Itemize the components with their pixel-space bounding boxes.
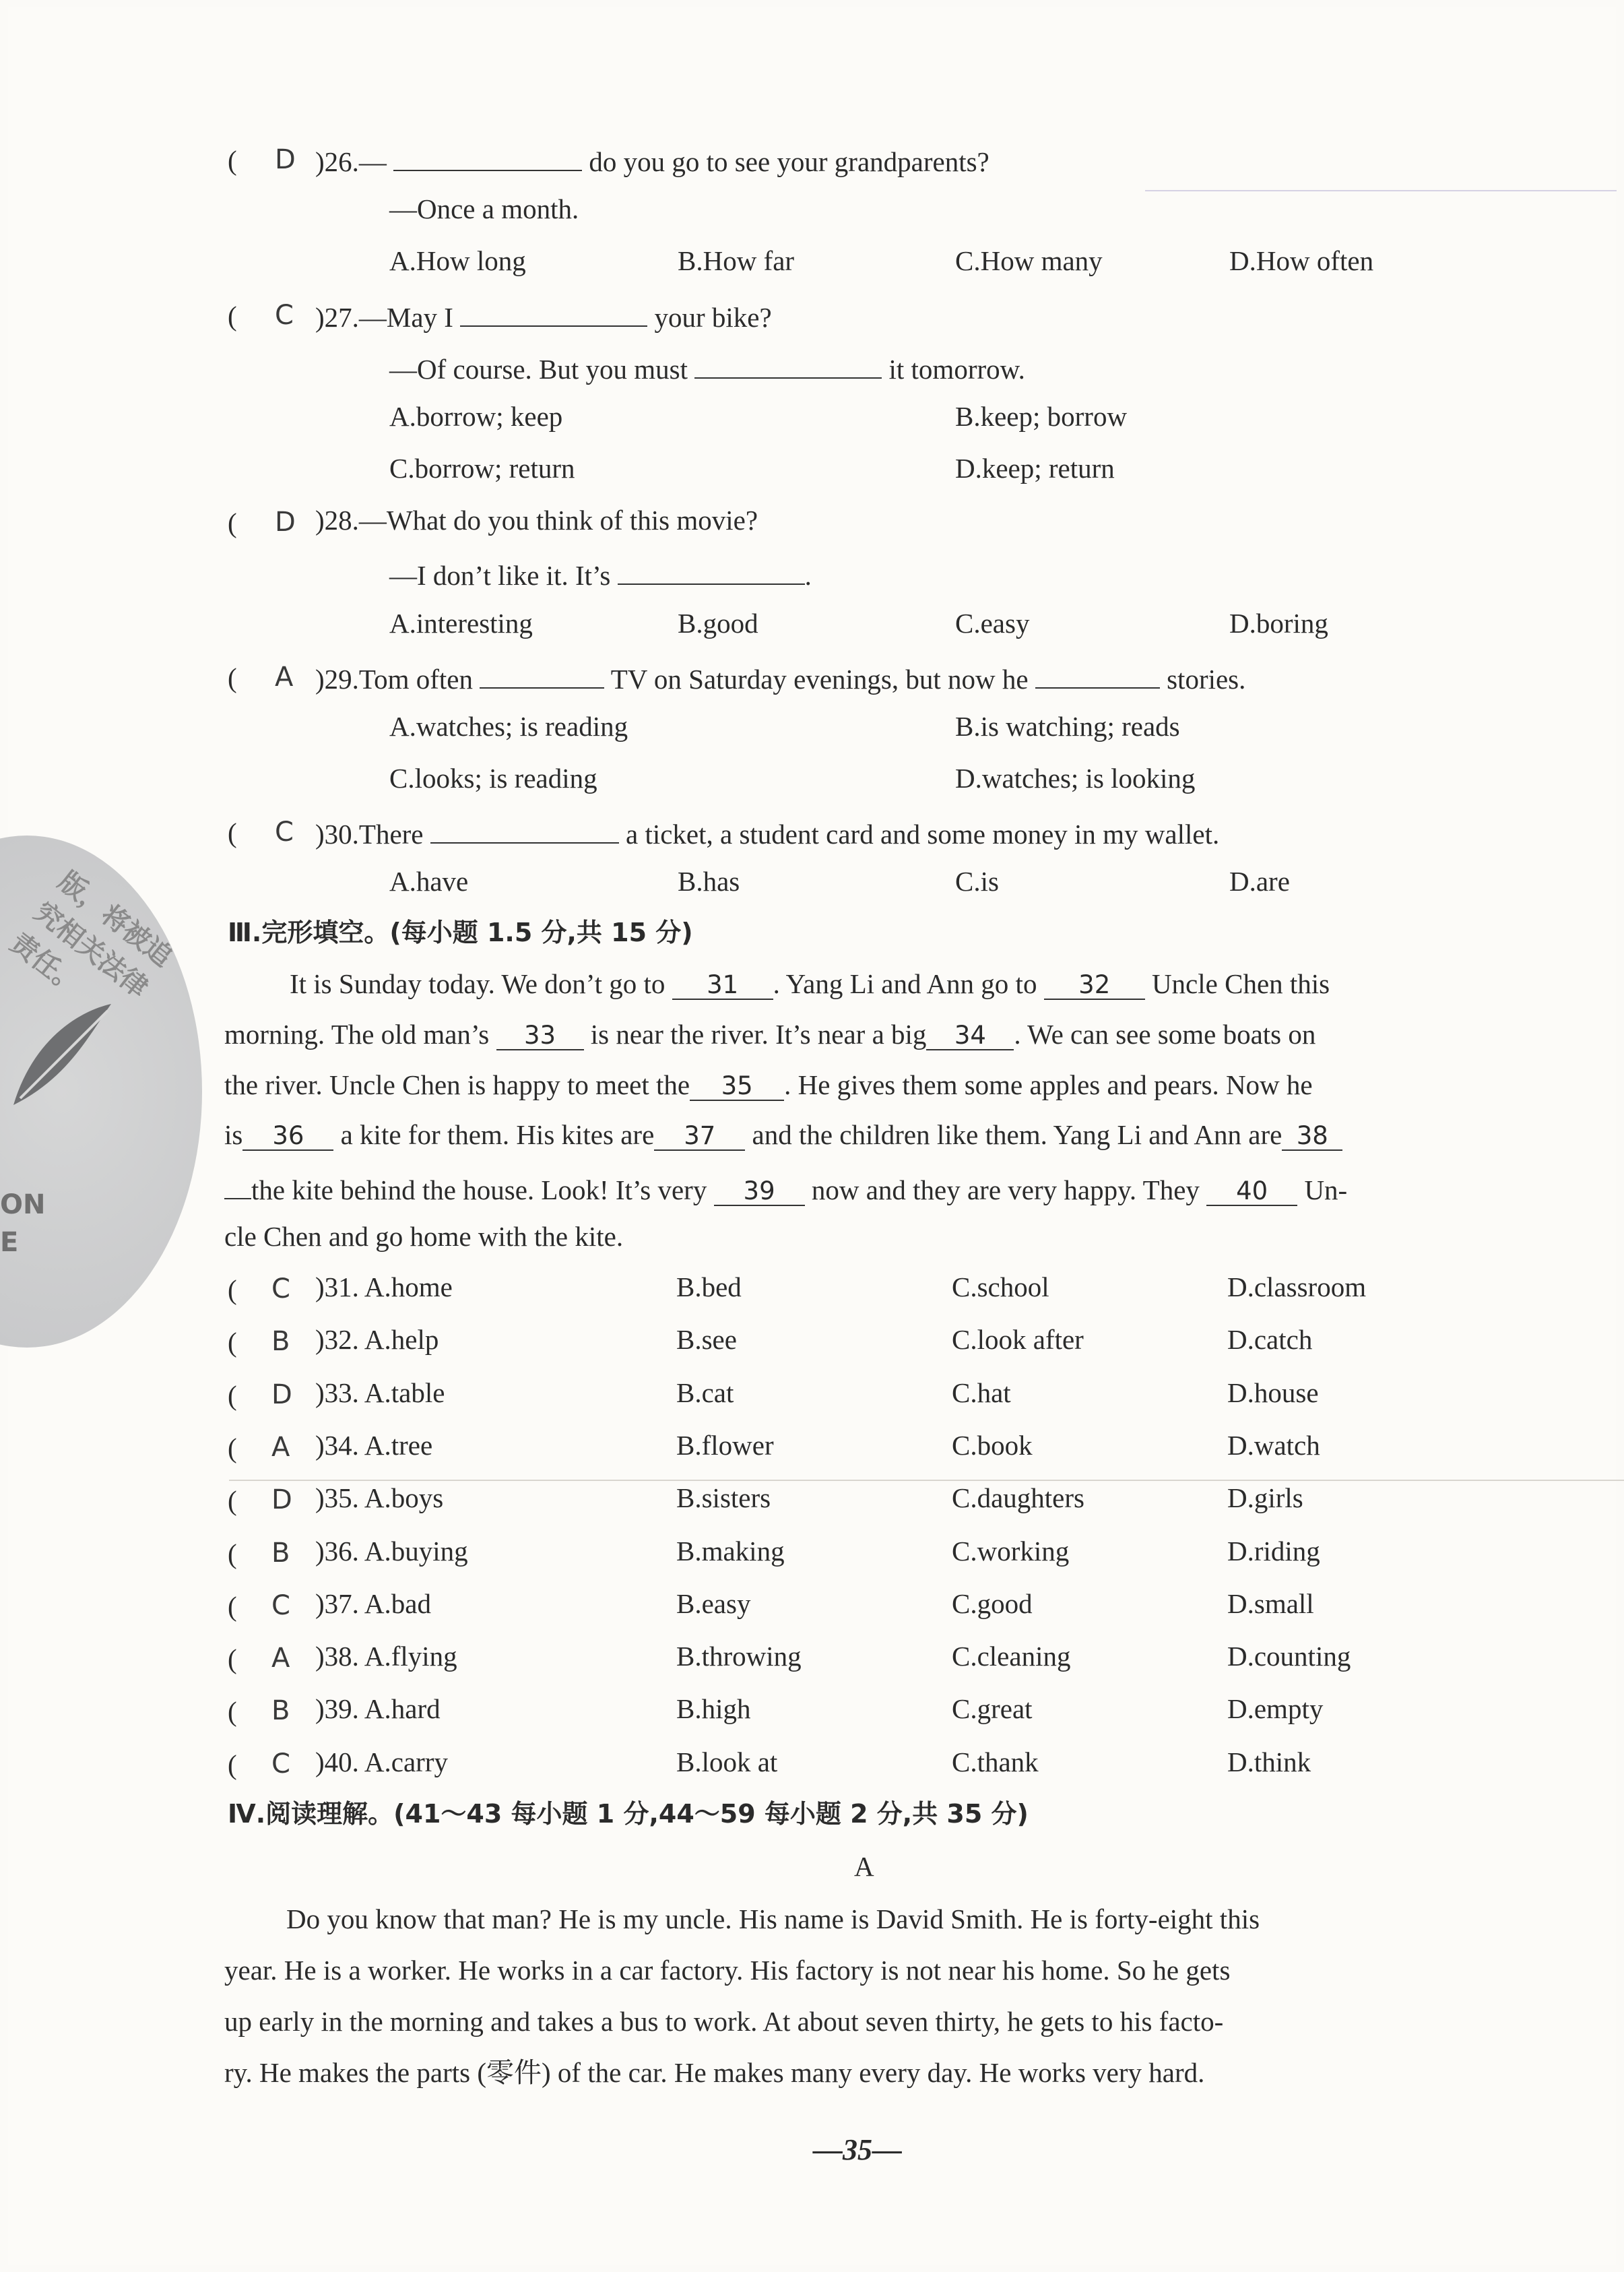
option: B.making <box>676 1536 785 1567</box>
question-option-a: )38. A.flying <box>315 1641 457 1672</box>
paren: ( <box>228 1591 237 1622</box>
answer-q26: D <box>275 144 296 175</box>
cloze-text: and the children like them. Yang Li and Ann are <box>752 1119 1282 1150</box>
question-option-a: )32. A.help <box>315 1324 439 1355</box>
cloze-text: . Yang Li and Ann go to <box>773 968 1037 999</box>
q27-stem-rest: your bike? <box>654 302 772 333</box>
answer-letter: C <box>271 1748 290 1779</box>
paren: ( <box>228 817 237 848</box>
paren: ( <box>228 145 237 176</box>
cloze-line <box>224 1172 1347 1206</box>
paren: ( <box>228 1327 237 1358</box>
answer-q29: A <box>275 662 294 693</box>
cloze-line <box>224 1071 1313 1101</box>
paren: ( <box>228 1696 237 1727</box>
question-option-a: )37. A.bad <box>315 1588 431 1619</box>
cloze-blank: 33 <box>496 1022 584 1050</box>
q27-reply <box>389 352 1025 383</box>
option: B.cat <box>676 1377 734 1408</box>
option: A.interesting <box>389 608 533 639</box>
option: B.keep; borrow <box>955 401 1128 432</box>
paren: ( <box>228 1380 237 1411</box>
cloze-line <box>224 1121 1342 1151</box>
answer-letter: C <box>271 1273 290 1304</box>
divider <box>1145 190 1617 191</box>
section-title: Ⅲ.完形填空。(每小题 1.5 分,共 15 分) <box>228 918 693 947</box>
answer-letter: A <box>271 1432 290 1463</box>
option: C.school <box>952 1271 1049 1302</box>
paren: ( <box>228 662 237 693</box>
option: B.How far <box>678 245 795 276</box>
answer-letter: B <box>271 1695 290 1726</box>
reading-line: up early in the morning and takes a bus to work. At about seven thirty, he gets to his facto- <box>224 2006 1224 2037</box>
paren: ( <box>228 1749 237 1780</box>
watermark-seal-text: 版，将被追究相关法律责任。 <box>4 865 178 1004</box>
reading-line: Do you know that man? He is my uncle. His name is David Smith. He is forty-eight this <box>286 1903 1260 1934</box>
q27-num: )27.—May I <box>315 302 453 333</box>
watermark-letter: E <box>0 1227 19 1258</box>
q26-reply: —Once a month. <box>389 193 579 224</box>
cloze-blank-continued <box>224 1172 251 1199</box>
paren: ( <box>228 1485 237 1516</box>
option: C.good <box>952 1588 1033 1619</box>
q28-stem: )28.—What do you think of this movie? <box>315 505 758 536</box>
option: C.is <box>955 866 999 897</box>
q27-reply-post: it tomorrow. <box>888 354 1025 385</box>
answer-blank <box>480 662 604 689</box>
cloze-blank: 38 <box>1282 1123 1342 1151</box>
cloze-text: Un- <box>1304 1174 1348 1205</box>
option: D.riding <box>1227 1536 1320 1567</box>
answer-letter: B <box>271 1538 290 1569</box>
cloze-text: Uncle Chen this <box>1151 968 1330 999</box>
option: D.counting <box>1227 1641 1351 1672</box>
cloze-text: a kite for them. His kites are <box>340 1119 655 1150</box>
option: D.watches; is looking <box>955 763 1196 794</box>
cloze-blank: 40 <box>1206 1178 1297 1206</box>
q29-mid: TV on Saturday evenings, but now he <box>610 664 1029 695</box>
reading-line: year. He is a worker. He works in a car factory. His factory is not near his home. So he gets <box>224 1955 1231 1986</box>
question-option-a: )34. A.tree <box>315 1430 433 1461</box>
answer-letter: D <box>271 1484 292 1515</box>
answer-blank <box>618 558 805 585</box>
paren: ( <box>228 1432 237 1463</box>
question-option-a: )35. A.boys <box>315 1482 444 1513</box>
paren: ( <box>228 1643 237 1674</box>
answer-blank <box>1035 662 1160 689</box>
q26-stem-rest: do you go to see your grandparents? <box>589 146 989 177</box>
q26-stem <box>315 144 989 176</box>
option: D.empty <box>1227 1693 1324 1724</box>
cloze-blank: 36 <box>242 1123 333 1151</box>
answer-blank <box>460 300 647 327</box>
option: B.good <box>678 608 758 639</box>
option: D.boring <box>1229 608 1328 639</box>
option: C.daughters <box>952 1482 1084 1513</box>
question-option-a: )40. A.carry <box>315 1746 448 1777</box>
cloze-blank: 34 <box>926 1022 1014 1050</box>
option: A.How long <box>389 245 526 276</box>
option: D.are <box>1229 866 1290 897</box>
fold-line <box>229 1480 1624 1481</box>
option: B.has <box>678 866 740 897</box>
option: C.hat <box>952 1377 1011 1408</box>
option: A.watches; is reading <box>389 711 628 742</box>
page-number: —35— <box>813 2133 902 2166</box>
q29-stem <box>315 662 1245 693</box>
option: D.girls <box>1227 1482 1303 1513</box>
option: D.catch <box>1227 1324 1313 1355</box>
question-option-a: )36. A.buying <box>315 1536 468 1567</box>
answer-letter: C <box>271 1590 290 1621</box>
reading-line: ry. He makes the parts (零件) of the car. He makes many every day. He works very hard. <box>224 2057 1205 2088</box>
cloze-text: It is Sunday today. We don’t go to <box>290 968 665 999</box>
option: B.easy <box>676 1588 751 1619</box>
option: B.is watching; reads <box>955 711 1180 742</box>
answer-letter: D <box>271 1379 292 1410</box>
cloze-text: morning. The old man’s <box>224 1019 490 1050</box>
option: C.thank <box>952 1746 1039 1777</box>
option: B.see <box>676 1324 737 1355</box>
paren: ( <box>228 1538 237 1569</box>
section-title: Ⅳ.阅读理解。(41～43 每小题 1 分,44～59 每小题 2 分,共 35 分) <box>228 1799 1029 1829</box>
cloze-text: now and they are very happy. They <box>811 1174 1200 1205</box>
option: C.easy <box>955 608 1030 639</box>
option: C.book <box>952 1430 1033 1461</box>
option: D.house <box>1227 1377 1319 1408</box>
answer-q28: D <box>275 507 296 538</box>
cloze-text: the river. Uncle Chen is happy to meet the <box>224 1069 690 1100</box>
option: B.sisters <box>676 1482 771 1513</box>
cloze-blank: 37 <box>654 1123 745 1151</box>
answer-blank <box>430 817 619 844</box>
cloze-blank: 39 <box>714 1178 805 1206</box>
option: B.flower <box>676 1430 774 1461</box>
q26-num: )26.— <box>315 146 387 177</box>
option: A.borrow; keep <box>389 401 563 432</box>
cloze-text: . We can see some boats on <box>1014 1019 1316 1050</box>
question-option-a: )39. A.hard <box>315 1693 441 1724</box>
option: D.keep; return <box>955 453 1115 484</box>
answer-blank <box>393 144 582 171</box>
option: A.have <box>389 866 469 897</box>
option: C.borrow; return <box>389 453 575 484</box>
cloze-line <box>290 970 1330 1000</box>
option: D.think <box>1227 1746 1311 1777</box>
option: B.bed <box>676 1271 742 1302</box>
cloze-line: cle Chen and go home with the kite. <box>224 1221 624 1252</box>
answer-blank <box>694 352 882 379</box>
option: B.throwing <box>676 1641 802 1672</box>
paren: ( <box>228 507 237 538</box>
option: C.looks; is reading <box>389 763 597 794</box>
q27-stem <box>315 300 772 332</box>
question-option-a: )31. A.home <box>315 1271 453 1302</box>
option: C.working <box>952 1536 1070 1567</box>
answer-q30: C <box>275 817 294 848</box>
answer-q27: C <box>275 300 294 331</box>
answer-letter: B <box>271 1326 290 1357</box>
q29-end: stories. <box>1167 664 1246 695</box>
option: C.How many <box>955 245 1103 276</box>
q28-reply <box>389 558 812 590</box>
q30-stem <box>315 817 1219 848</box>
cloze-text: is near the river. It’s near a big <box>590 1019 927 1050</box>
option: C.cleaning <box>952 1641 1071 1672</box>
watermark-letter: ON <box>0 1189 46 1220</box>
option: D.watch <box>1227 1430 1320 1461</box>
option: D.How often <box>1229 245 1374 276</box>
cloze-blank: 35 <box>690 1073 784 1101</box>
option: C.great <box>952 1693 1033 1724</box>
paren: ( <box>228 1274 237 1305</box>
cloze-text: . He gives them some apples and pears. Now he <box>784 1069 1313 1100</box>
question-option-a: )33. A.table <box>315 1377 445 1408</box>
option: D.classroom <box>1227 1271 1367 1302</box>
watermark-letters <box>0 1186 45 1261</box>
q29-num: )29.Tom often <box>315 664 473 695</box>
option: B.high <box>676 1693 751 1724</box>
q30-num: )30.There <box>315 819 424 850</box>
option: D.small <box>1227 1588 1314 1619</box>
q28-reply-text: —I don’t like it. It’s <box>389 560 611 591</box>
passage-label: A <box>854 1851 874 1882</box>
answer-letter: A <box>271 1643 290 1674</box>
q27-reply-pre: —Of course. But you must <box>389 354 688 385</box>
cloze-blank: 31 <box>672 972 773 1000</box>
option: B.look at <box>676 1746 778 1777</box>
leaf-logo-icon <box>7 997 115 1112</box>
q30-rest: a ticket, a student card and some money in my wallet. <box>626 819 1220 850</box>
option: C.look after <box>952 1324 1084 1355</box>
cloze-text: is <box>224 1119 243 1150</box>
paren: ( <box>228 301 237 332</box>
cloze-blank: 32 <box>1044 972 1145 1000</box>
q28-reply-end: . <box>804 560 812 591</box>
cloze-text: the kite behind the house. Look! It’s very <box>251 1174 707 1205</box>
cloze-line <box>224 1021 1316 1050</box>
